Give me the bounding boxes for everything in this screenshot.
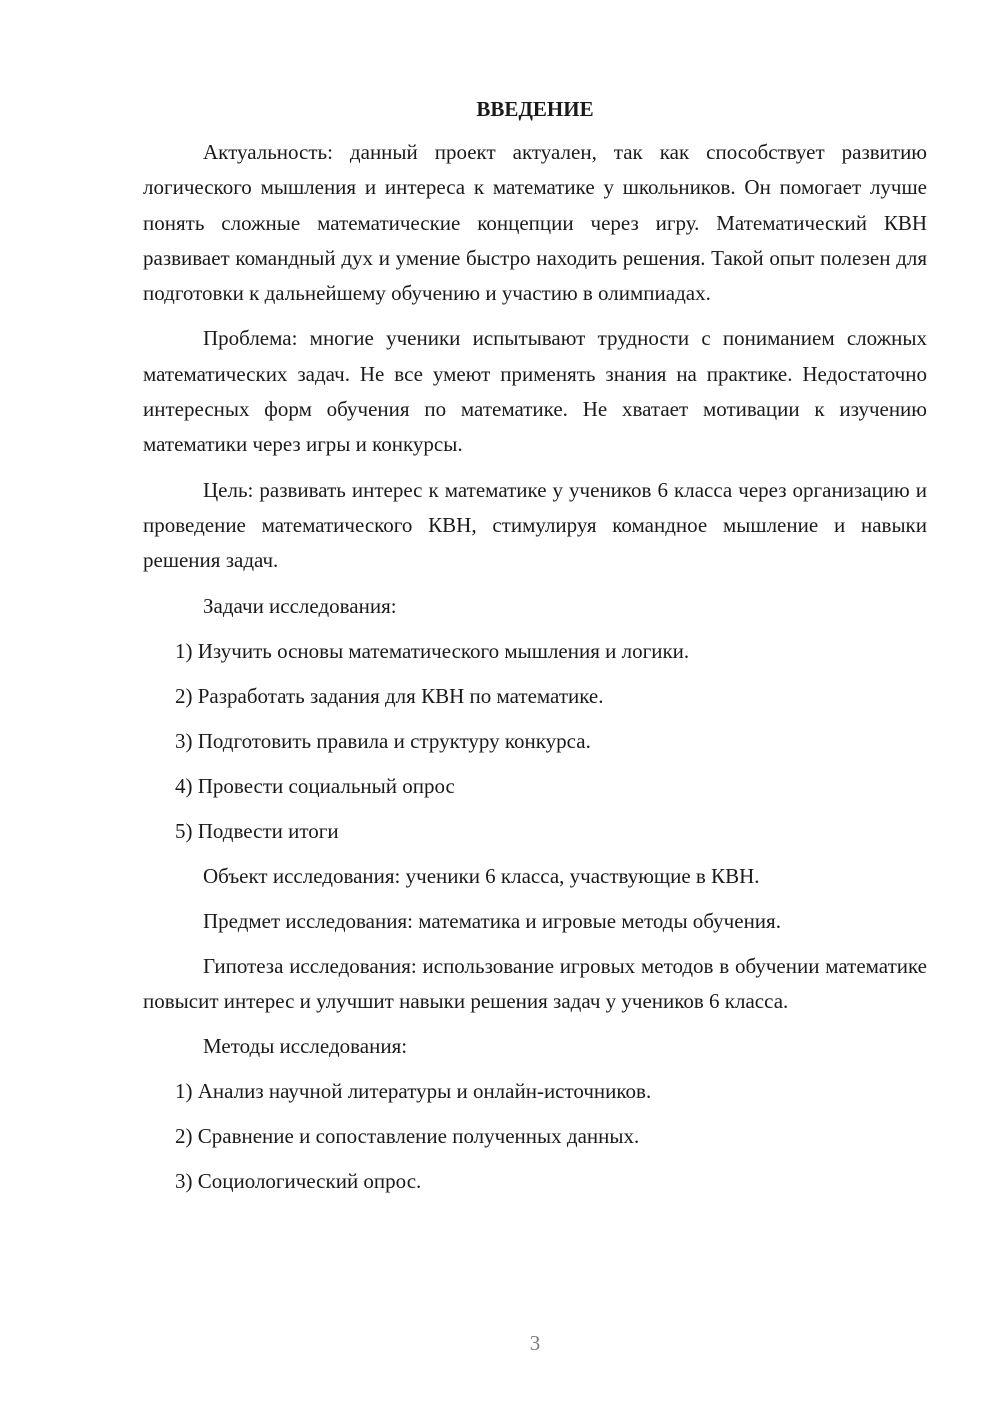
tasks-heading: Задачи исследования: — [203, 593, 397, 618]
task-item: 3) Подготовить правила и структуру конкурса. — [175, 728, 591, 753]
object-line: Объект исследования: ученики 6 класса, участвующие в КВН. — [203, 863, 760, 888]
hypothesis-paragraph: Гипотеза исследования: использование игровых методов в обучении математике повысит интерес и улучшит навыки решения задач у учеников 6 класса. — [143, 953, 927, 1013]
task-item: 2) Разработать задания для КВН по математике. — [175, 683, 604, 708]
goal-paragraph: Цель: развивать интерес к математике у учеников 6 класса через организацию и проведение математического КВН, стимулируя командное мышление и навыки решения задач. — [143, 477, 927, 573]
document-page — [143, 92, 927, 1209]
task-item: 5) Подвести итоги — [175, 818, 339, 843]
method-item: 1) Анализ научной литературы и онлайн-источников. — [175, 1079, 652, 1104]
method-item: 3) Социологический опрос. — [175, 1169, 422, 1194]
method-item: 2) Сравнение и сопоставление полученных данных. — [175, 1124, 640, 1149]
relevance-paragraph: Актуальность: данный проект актуален, так как способствует развитию логического мышления и интереса к математике у школьников. Он помогает лучше понять сложные математические концепции через игру. Математический КВН развивает командный дух и умение быстро находить решения. Такой опыт полезен для подготовки к дальнейшему обучению и участию в олимпиадах. — [143, 140, 927, 306]
problem-paragraph: Проблема: многие ученики испытывают трудности с пониманием сложных математических задач. Не все умеют применять знания на практике. Недостаточно интересных форм обучения по математике. Не хватает мотивации к изучению математики через игры и конкурсы. — [143, 326, 927, 457]
task-item: 4) Провести социальный опрос — [175, 773, 455, 798]
methods-heading: Методы исследования: — [203, 1034, 408, 1059]
subject-line: Предмет исследования: математика и игровые методы обучения. — [203, 908, 781, 933]
task-item: 1) Изучить основы математического мышления и логики. — [175, 638, 690, 663]
section-title: ВВЕДЕНИЕ — [476, 97, 594, 121]
page-number: 3 — [529, 1331, 541, 1355]
